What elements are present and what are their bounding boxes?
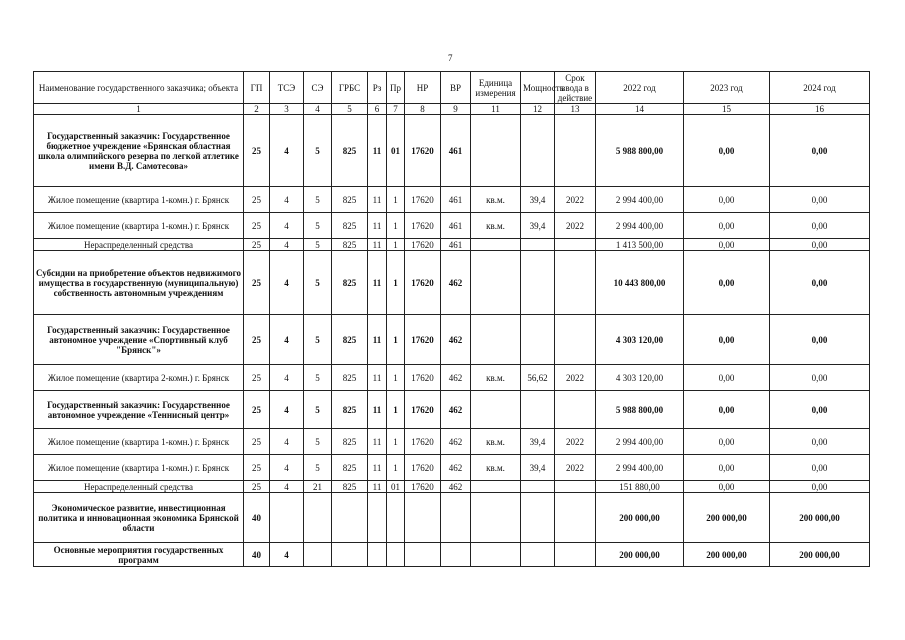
code-cell: 17620 [405, 391, 441, 429]
amount-cell: 2 994 400,00 [596, 187, 684, 213]
code-cell: 39,4 [521, 187, 555, 213]
code-cell: 17620 [405, 115, 441, 187]
amount-cell: 0,00 [770, 455, 870, 481]
header-cell: НР [405, 72, 441, 104]
code-cell [555, 115, 596, 187]
code-cell: 11 [368, 481, 387, 493]
code-cell: 825 [332, 429, 368, 455]
table-row [34, 187, 870, 213]
code-cell: 17620 [405, 315, 441, 365]
code-cell: 4 [270, 239, 304, 251]
code-cell: 462 [441, 481, 471, 493]
code-cell: 4 [270, 543, 304, 567]
code-cell: 462 [441, 429, 471, 455]
code-cell: 25 [244, 429, 270, 455]
code-cell: 1 [387, 251, 405, 315]
code-cell: 462 [441, 391, 471, 429]
table-row [34, 481, 870, 493]
amount-cell: 2 994 400,00 [596, 213, 684, 239]
code-cell: кв.м. [471, 455, 521, 481]
amount-cell: 0,00 [770, 239, 870, 251]
table-row [34, 391, 870, 429]
code-cell: 17620 [405, 365, 441, 391]
code-cell: 17620 [405, 187, 441, 213]
header-cell: СЭ [304, 72, 332, 104]
code-cell: 4 [270, 391, 304, 429]
column-number: 3 [270, 104, 304, 115]
code-cell [555, 493, 596, 543]
code-cell [405, 493, 441, 543]
object-name-cell: Жилое помещение (квартира 1-комн.) г. Брянск [34, 187, 244, 213]
code-cell: 25 [244, 251, 270, 315]
amount-cell: 200 000,00 [770, 493, 870, 543]
table-row [34, 239, 870, 251]
amount-cell: 200 000,00 [684, 493, 770, 543]
table-row [34, 455, 870, 481]
amount-cell: 0,00 [770, 365, 870, 391]
object-name-cell: Государственный заказчик: Государственное автономное учреждение «Спортивный клуб "Брянск"» [34, 315, 244, 365]
header-cell: Мощность [521, 72, 555, 104]
code-cell [555, 239, 596, 251]
code-cell [441, 543, 471, 567]
header-cell: ВР [441, 72, 471, 104]
amount-cell: 4 303 120,00 [596, 365, 684, 391]
object-name-cell: Нераспределенный средства [34, 239, 244, 251]
object-name-cell: Государственный заказчик: Государственное бюджетное учреждение «Брянская областная школа олимпийского резерва по легкой атлетике имени В.Д. Самотесова» [34, 115, 244, 187]
object-name-cell: Жилое помещение (квартира 1-комн.) г. Брянск [34, 213, 244, 239]
amount-cell: 0,00 [684, 187, 770, 213]
code-cell [521, 115, 555, 187]
code-cell: 40 [244, 543, 270, 567]
code-cell: 4 [270, 315, 304, 365]
amount-cell: 200 000,00 [596, 493, 684, 543]
code-cell: 11 [368, 115, 387, 187]
code-cell [521, 391, 555, 429]
object-name-cell: Жилое помещение (квартира 1-комн.) г. Брянск [34, 429, 244, 455]
object-name-cell: Субсидии на приобретение объектов недвижимого имущества в государственную (муниципальную) собственность автономным учреждениям [34, 251, 244, 315]
code-cell: 40 [244, 493, 270, 543]
code-cell: 2022 [555, 187, 596, 213]
object-name-cell: Основные мероприятия государственных программ [34, 543, 244, 567]
object-name-cell: Жилое помещение (квартира 2-комн.) г. Брянск [34, 365, 244, 391]
code-cell: 1 [387, 391, 405, 429]
amount-cell: 0,00 [684, 481, 770, 493]
code-cell: 2022 [555, 455, 596, 481]
table-row [34, 115, 870, 187]
code-cell: 11 [368, 239, 387, 251]
amount-cell: 2 994 400,00 [596, 455, 684, 481]
code-cell: 825 [332, 115, 368, 187]
code-cell: кв.м. [471, 213, 521, 239]
code-cell: 11 [368, 187, 387, 213]
code-cell: 461 [441, 239, 471, 251]
code-cell [441, 493, 471, 543]
code-cell: кв.м. [471, 187, 521, 213]
code-cell: 461 [441, 115, 471, 187]
code-cell [471, 543, 521, 567]
amount-cell: 0,00 [770, 481, 870, 493]
column-number: 1 [34, 104, 244, 115]
code-cell [368, 543, 387, 567]
code-cell: 2022 [555, 429, 596, 455]
code-cell: 17620 [405, 239, 441, 251]
amount-cell: 0,00 [684, 239, 770, 251]
code-cell: 25 [244, 391, 270, 429]
code-cell [471, 391, 521, 429]
code-cell: 11 [368, 213, 387, 239]
header-cell: 2024 год [770, 72, 870, 104]
amount-cell: 0,00 [684, 251, 770, 315]
amount-cell: 0,00 [770, 391, 870, 429]
amount-cell: 4 303 120,00 [596, 315, 684, 365]
amount-cell: 0,00 [684, 455, 770, 481]
code-cell [471, 315, 521, 365]
code-cell: 5 [304, 429, 332, 455]
code-cell: 39,4 [521, 455, 555, 481]
code-cell: 1 [387, 213, 405, 239]
amount-cell: 0,00 [684, 429, 770, 455]
amount-cell: 0,00 [684, 391, 770, 429]
code-cell: 4 [270, 455, 304, 481]
code-cell: 5 [304, 115, 332, 187]
code-cell: 5 [304, 365, 332, 391]
column-number: 2 [244, 104, 270, 115]
code-cell: 5 [304, 251, 332, 315]
table-row [34, 365, 870, 391]
code-cell: 25 [244, 115, 270, 187]
code-cell: 825 [332, 481, 368, 493]
code-cell [304, 493, 332, 543]
table-row [34, 429, 870, 455]
code-cell: 825 [332, 455, 368, 481]
header-cell: Рз [368, 72, 387, 104]
amount-cell: 0,00 [684, 365, 770, 391]
code-cell: 17620 [405, 455, 441, 481]
amount-cell: 151 880,00 [596, 481, 684, 493]
code-cell [471, 115, 521, 187]
header-cell: ГП [244, 72, 270, 104]
code-cell: 1 [387, 455, 405, 481]
column-number: 5 [332, 104, 368, 115]
column-number: 14 [596, 104, 684, 115]
code-cell: кв.м. [471, 365, 521, 391]
code-cell [471, 239, 521, 251]
code-cell: 1 [387, 187, 405, 213]
code-cell: 11 [368, 315, 387, 365]
column-number: 9 [441, 104, 471, 115]
column-number: 6 [368, 104, 387, 115]
column-number: 12 [521, 104, 555, 115]
code-cell [521, 251, 555, 315]
code-cell: 11 [368, 455, 387, 481]
amount-cell: 1 413 500,00 [596, 239, 684, 251]
code-cell: 825 [332, 251, 368, 315]
code-cell: 825 [332, 315, 368, 365]
header-cell: Срок ввода в действие [555, 72, 596, 104]
code-cell [270, 493, 304, 543]
header-cell: Пр [387, 72, 405, 104]
object-name-cell: Государственный заказчик: Государственное автономное учреждение «Теннисный центр» [34, 391, 244, 429]
amount-cell: 0,00 [770, 213, 870, 239]
code-cell: 11 [368, 365, 387, 391]
code-cell: 825 [332, 239, 368, 251]
amount-cell: 5 988 800,00 [596, 115, 684, 187]
code-cell: 01 [387, 481, 405, 493]
code-cell: 4 [270, 251, 304, 315]
code-cell: 4 [270, 481, 304, 493]
amount-cell: 200 000,00 [596, 543, 684, 567]
code-cell: 462 [441, 251, 471, 315]
code-cell [368, 493, 387, 543]
amount-cell: 0,00 [684, 315, 770, 365]
table-row [34, 543, 870, 567]
amount-cell: 200 000,00 [684, 543, 770, 567]
table-row [34, 251, 870, 315]
code-cell: 4 [270, 187, 304, 213]
object-name-cell: Жилое помещение (квартира 1-комн.) г. Брянск [34, 455, 244, 481]
code-cell: 825 [332, 213, 368, 239]
code-cell [304, 543, 332, 567]
header-cell: Единица измерения [471, 72, 521, 104]
code-cell [555, 543, 596, 567]
code-cell [471, 481, 521, 493]
code-cell [555, 315, 596, 365]
code-cell [521, 481, 555, 493]
code-cell [471, 251, 521, 315]
code-cell: 5 [304, 187, 332, 213]
amount-cell: 0,00 [684, 213, 770, 239]
code-cell: 17620 [405, 481, 441, 493]
code-cell: 2022 [555, 213, 596, 239]
code-cell: 25 [244, 455, 270, 481]
column-number: 13 [555, 104, 596, 115]
amount-cell: 2 994 400,00 [596, 429, 684, 455]
code-cell: 11 [368, 251, 387, 315]
code-cell [521, 315, 555, 365]
code-cell: кв.м. [471, 429, 521, 455]
code-cell [555, 251, 596, 315]
page-number: 7 [448, 53, 453, 63]
table-row [34, 493, 870, 543]
code-cell: 5 [304, 391, 332, 429]
code-cell: 25 [244, 239, 270, 251]
code-cell: 462 [441, 455, 471, 481]
code-cell [521, 239, 555, 251]
code-cell: 462 [441, 315, 471, 365]
code-cell: 17620 [405, 429, 441, 455]
column-number: 8 [405, 104, 441, 115]
code-cell [405, 543, 441, 567]
code-cell: 56,62 [521, 365, 555, 391]
code-cell [332, 543, 368, 567]
code-cell: 25 [244, 315, 270, 365]
object-name-cell: Нераспределенный средства [34, 481, 244, 493]
code-cell: 462 [441, 365, 471, 391]
code-cell: 25 [244, 187, 270, 213]
column-number: 7 [387, 104, 405, 115]
column-number-row [34, 104, 870, 115]
amount-cell: 0,00 [770, 251, 870, 315]
code-cell [332, 493, 368, 543]
code-cell: 25 [244, 481, 270, 493]
code-cell: 825 [332, 187, 368, 213]
code-cell [521, 493, 555, 543]
amount-cell: 0,00 [770, 115, 870, 187]
code-cell: 461 [441, 187, 471, 213]
code-cell [387, 543, 405, 567]
header-row [34, 72, 870, 104]
code-cell: 39,4 [521, 213, 555, 239]
column-number: 4 [304, 104, 332, 115]
header-cell: ГРБС [332, 72, 368, 104]
column-number: 16 [770, 104, 870, 115]
code-cell: 4 [270, 213, 304, 239]
budget-table [33, 71, 870, 567]
table-row [34, 315, 870, 365]
code-cell [521, 543, 555, 567]
code-cell: 5 [304, 213, 332, 239]
code-cell: 11 [368, 429, 387, 455]
code-cell: 01 [387, 115, 405, 187]
code-cell: 1 [387, 315, 405, 365]
code-cell: 1 [387, 429, 405, 455]
code-cell: 4 [270, 429, 304, 455]
table-row [34, 213, 870, 239]
code-cell: 4 [270, 365, 304, 391]
code-cell [555, 391, 596, 429]
code-cell: 21 [304, 481, 332, 493]
amount-cell: 0,00 [684, 115, 770, 187]
code-cell: 461 [441, 213, 471, 239]
code-cell: 5 [304, 239, 332, 251]
code-cell: 17620 [405, 213, 441, 239]
amount-cell: 10 443 800,00 [596, 251, 684, 315]
column-number: 15 [684, 104, 770, 115]
code-cell: 11 [368, 391, 387, 429]
code-cell: 1 [387, 239, 405, 251]
amount-cell: 200 000,00 [770, 543, 870, 567]
code-cell: 17620 [405, 251, 441, 315]
amount-cell: 0,00 [770, 315, 870, 365]
object-name-cell: Экономическое развитие, инвестиционная политика и инновационная экономика Брянской области [34, 493, 244, 543]
header-cell: 2023 год [684, 72, 770, 104]
header-cell: 2022 год [596, 72, 684, 104]
code-cell: 2022 [555, 365, 596, 391]
code-cell: 25 [244, 213, 270, 239]
code-cell: 39,4 [521, 429, 555, 455]
header-cell: ТСЭ [270, 72, 304, 104]
code-cell: 25 [244, 365, 270, 391]
amount-cell: 5 988 800,00 [596, 391, 684, 429]
code-cell: 5 [304, 455, 332, 481]
code-cell: 825 [332, 365, 368, 391]
amount-cell: 0,00 [770, 187, 870, 213]
code-cell: 5 [304, 315, 332, 365]
column-number: 11 [471, 104, 521, 115]
table-body [34, 115, 870, 567]
code-cell [471, 493, 521, 543]
code-cell: 825 [332, 391, 368, 429]
header-cell: Наименование государственного заказчика; объекта [34, 72, 244, 104]
code-cell [555, 481, 596, 493]
code-cell [387, 493, 405, 543]
code-cell: 1 [387, 365, 405, 391]
amount-cell: 0,00 [770, 429, 870, 455]
code-cell: 4 [270, 115, 304, 187]
